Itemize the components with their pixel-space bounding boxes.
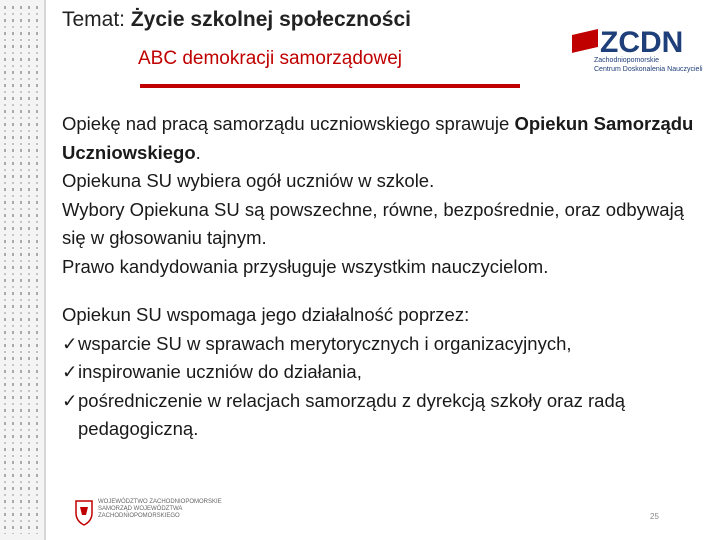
checkmark-icon: ✓ — [62, 332, 78, 354]
p1-end: . — [195, 141, 201, 163]
p1-text: Opiekę nad pracą samorządu uczniowskiego sprawuje — [62, 113, 515, 134]
title-underline — [140, 84, 520, 88]
page-subtitle: ABC demokracji samorządowej — [138, 48, 402, 69]
strip-line — [12, 6, 14, 534]
logo-name: ZCDN — [600, 26, 684, 59]
checkmark-icon: ✓ — [62, 389, 78, 411]
list-item — [62, 387, 702, 444]
footer-line3: ZACHODNIOPOMORSKIEGO — [98, 513, 180, 519]
logo-subtitle — [594, 56, 703, 74]
footer-line2: SAMORZĄD WOJEWÓDZTWA — [98, 506, 183, 512]
paragraph-4: Prawo kandydowania przysługuje wszystkim nauczycielom. — [62, 255, 549, 277]
slide-content — [62, 110, 702, 444]
paragraph-1 — [62, 110, 702, 167]
list-item-text: pośredniczenie w relacjach samorządu z dyrekcją szkoły oraz radą pedagogiczną. — [78, 389, 626, 439]
paragraph-5: Opiekun SU wspomaga jego działalność poprzez: — [62, 304, 470, 325]
strip-line — [4, 6, 6, 534]
title-prefix: Temat: — [62, 8, 131, 31]
strip-edge — [44, 0, 46, 540]
list-item — [62, 330, 702, 359]
title-bold: Życie szkolnej społeczności — [130, 8, 411, 31]
footer-line1: WOJEWÓDZTWO ZACHODNIOPOMORSKIE — [98, 499, 222, 505]
paragraph-2: Opiekuna SU wybiera ogół uczniów w szkole. — [62, 170, 435, 191]
list-item-text: wsparcie SU w sprawach merytorycznych i organizacyjnych, — [78, 332, 572, 354]
strip-line — [36, 6, 38, 534]
page-number: 25 — [650, 512, 659, 521]
strip-line — [20, 6, 22, 534]
spacer — [62, 281, 702, 301]
paragraph-3: Wybory Opiekuna SU są powszechne, równe, bezpośrednie, oraz odbywają się w głosowaniu tajnym. — [62, 198, 684, 248]
page-title — [62, 8, 411, 32]
strip-line — [28, 6, 30, 534]
logo-line2: Centrum Doskonalenia Nauczycieli — [594, 66, 703, 73]
checkmark-icon: ✓ — [62, 361, 78, 382]
p1-bold: Opiekun Samorządu Uczniowskiego — [62, 113, 694, 163]
list-item-text: inspirowanie uczniów do działania, — [78, 361, 362, 382]
footer-org-text — [98, 499, 222, 520]
list-item — [62, 358, 702, 387]
logo-line1: Zachodniopomorskie — [594, 57, 659, 64]
left-decorative-strip — [0, 0, 46, 540]
